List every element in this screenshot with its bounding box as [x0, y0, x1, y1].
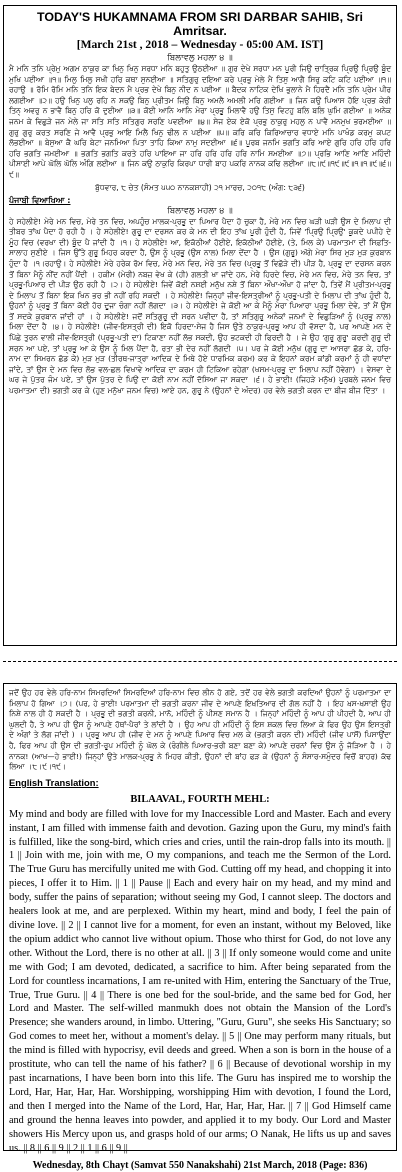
hukamnama-translation-panel — [3, 683, 397, 1172]
page-subtitle-date: [March 21st , 2018 – Wednesday - 05:00 AM. IST] — [76, 38, 324, 51]
punjabi-explanation-part2: ਜਦੋਂ ਉਹ ਹਰ ਵੇਲੇ ਹਰਿ-ਨਾਮ ਸਿਮਰਦਿਆਂ ਸਿਮਰਦਿਆਂ ਹਰਿ-ਨਾਮ ਵਿਚ ਲੀਨ ਹੋ ਗਏ, ਤਦੋਂ ਹਰ ਵੇਲੇ ਭਗਤੀ ਕਰਦਿਆਂ ਉਹਨਾਂ ਨੂੰ ਪਰਮਾਤਮਾ ਦਾ ਮਿਲਾਪ ਹੋ ਗਿਆ ।੭। (ਪਰ, ਹੇ ਭਾਈ! ਪਰਮਾਤਮਾ ਦੀ ਭਗਤੀ ਕਰਨਾ ਜੀਵ ਦੇ ਆਪਣੇ ਇਖ਼ਤਿਆਰ ਦੀ ਗੱਲ ਨਹੀਂ ਹੈ । ਇਹ ਖ਼ਸ-ਖ਼ਸਾਈ ਉਹ ਨਿਸ਼ੇ ਨਾਲ ਹੀ ਹੋ ਸਕਦੀ ਹੈ । ਪ੍ਰਭੂ ਦੀ ਭਗਤੀ ਕਰਨੀ, ਮਾਨੋ, ਮਹਿੰਦੀ ਨੂੰ ਪੀਸਣ ਸਮਾਨ ਹੈ । ਜਿਨ੍ਹਾਂ ਮਹਿੰਦੀ ਨੂੰ ਆਪ ਹੀ ਪੀਹਦੀ ਹੈ, ਆਪ ਹੀ ਘੁਲਦੀ ਹੈ, ਤੇ ਆਪ ਹੀ ਉਸ ਨੂੰ ਆਪਣੇ ਹੱਥਾਂ-ਪੈਰਾਂ ਤੇ ਲਾਂਦੀ ਹੈ । ਉਹ ਆਪ ਹੀ ਮਹਿੰਦੀ ਨੂੰ ਇਸ ਸ਼ਕਲ ਵਿਚ ਲਿਆ ਕੇ ਫਿਰ ਉਹ ਉਸ ਇਸਤ੍ਰੀ ਦੇ ਅੰਗਾਂ ਤੇ ਲੱਗ ਜਾਂਦੀ ) । ਪ੍ਰਭੂ ਆਪ ਹੀ (ਜੀਵ ਦੇ ਮਨ ਨੂੰ ਆਪਣੇ ਪਿਆਰ ਵਿਚ ਮਲ ਕੇ (ਭਗਤੀ ਕਰਨ ਦੀ) ਮਹਿੰਦੀ (ਜੀਵ ਪਾਸੋਂ) ਪਿਸਾਉਂਦਾ ਹੈ, ਫਿਰ ਆਪ ਹੀ ਉਸ ਦੀ ਭਗਤੀ-ਰੂਪ ਮਹਿੰਦੀ ਨੂੰ ਘੋਲ ਕੇ (ਰੰਗੀਲੇ ਪਿਆਰ-ਭਰੀ ਬਣਾ ਬਣਾ ਕੇ) ਆਪਣੇ ਚਰਨਾਂ ਵਿਚ ਉਸ ਨੂੰ ਜੋੜਿਆ ਹੈ । ਹੇ ਨਾਨਕ! (ਆਖ—ਹੇ ਭਾਈ!) ਜਿਨ੍ਹਾਂ ਉਤੇ ਮਾਲਕ-ਪ੍ਰਭੂ ਨੇ ਮਿਹਰ ਕੀਤੀ, ਉਹਨਾਂ ਦੀ ਬਾਂਹ ਫੜ ਕੇ (ਉਹਨਾਂ ਨੂੰ ਸੰਸਾਰ-ਸਮੁੰਦਰ ਵਿਚੋਂ ਬਾਹਰ) ਕੱਢ ਲਿਆ ।੮।੯।੧੯। — [9, 688, 391, 772]
punjabi-heading: ਬਿਲਾਵਲੁ ਮਹਲਾ ੪ ॥ — [167, 205, 233, 216]
gurbani-text: ਮੈ ਮਨਿ ਤਨਿ ਪ੍ਰੇਮੁ ਅਗਮ ਠਾਕੁਰ ਕਾ ਖਿਨੁ ਖਿਨੁ ਸਰਧਾ ਮਨਿ ਬਹੁਤੁ ਉਠਈਆ ॥ ਗੁਰ ਦੇਖੇ ਸਰਧਾ ਮਨ ਪੂਰੀ ਜਿਉ ਚਾਤ੍ਰਿਕ ਪ੍ਰਿਉ ਪ੍ਰਿਉ ਬੂੰਦ ਮੁਖਿ ਪਈਆ ॥੧॥ ਮਿਲੁ ਮਿਲੁ ਸਖੀ ਹਰਿ ਕਥਾ ਸੁਨਈਆ ॥ ਸਤਿਗੁਰੁ ਦਇਆ ਕਰੇ ਪ੍ਰਭੁ ਮੇਲੇ ਮੈ ਤਿਸੁ ਆਗੈ ਸਿਰੁ ਕਟਿ ਕਟਿ ਪਈਆ ॥੧॥ ਰਹਾਉ ॥ ਰੋਮਿ ਰੋਮਿ ਮਨਿ ਤਨਿ ਇਕ ਬੇਦਨ ਮੈ ਪ੍ਰਭ ਦੇਖੇ ਬਿਨੁ ਨੀਦ ਨ ਪਈਆ ॥ ਬੈਦਕ ਨਾਟਿਕ ਦੇਖਿ ਭੁਲਾਨੇ ਮੈ ਹਿਰਦੈ ਮਨਿ ਤਨਿ ਪ੍ਰੇਮ ਪੀਰ ਲਗਈਆ ॥੨॥ ਹਉ ਖਿਨੁ ਪਲੁ ਰਹਿ ਨ ਸਕਉ ਬਿਨੁ ਪ੍ਰੀਤਮ ਜਿਉ ਬਿਨੁ ਅਮਲੈ ਅਮਲੀ ਮਰਿ ਗਈਆ ॥ ਜਿਨ ਕਉ ਪਿਆਸ ਹੋਇ ਪ੍ਰਭ ਕੇਰੀ ਤਿਨ੍‍ ਅਵਰੁ ਨ ਭਾਵੈ ਬਿਨੁ ਹਰਿ ਕੋ ਦੁਈਆ ॥੩॥ ਕੋਈ ਆਨਿ ਆਨਿ ਮੇਰਾ ਪ੍ਰਭੂ ਮਿਲਾਵੈ ਹਉ ਤਿਸੁ ਵਿਟਹੁ ਬਲਿ ਬਲਿ ਘੁਮਿ ਗਈਆ ॥ ਅਨੇਕ ਜਨਮ ਕੇ ਵਿਛੁੜੇ ਜਨ ਮੇਲੇ ਜਾ ਸਤਿ ਸਤਿ ਸਤਿਗੁਰ ਸਰਣਿ ਪਵਈਆ ॥੪॥ ਸੇਜ ਏਕ ਏਕੋ ਪ੍ਰਭੁ ਠਾਕੁਰੁ ਮਹਲੁ ਨ ਪਾਵੈ ਮਨਮੁਖ ਭਰਮਈਆ ॥ ਗੁਰੁ ਗੁਰੁ ਕਰਤ ਸਰਣਿ ਜੇ ਆਵੈ ਪ੍ਰਭੁ ਆਇ ਮਿਲੈ ਖਿਨੁ ਢੀਲ ਨ ਪਈਆ ॥੫॥ ਕਰਿ ਕਰਿ ਕਿਰਿਆਚਾਰ ਵਧਾਏ ਮਨਿ ਪਾਖੰਡ ਕਰਮੁ ਕਪਟ ਲੋਭਈਆ ॥ ਬੇਸੁਆ ਕੈ ਘਰਿ ਬੇਟਾ ਜਨਮਿਆ ਪਿਤਾ ਤਾਹਿ ਕਿਆ ਨਾਮੁ ਸਦਈਆ ॥੬॥ ਪੂਰਬ ਜਨਮਿ ਭਗਤਿ ਕਰਿ ਆਏ ਗੁਰਿ ਹਰਿ ਹਰਿ ਹਰਿ ਹਰਿ ਭਗਤਿ ਜਮਈਆ ॥ ਭਗਤਿ ਭਗਤਿ ਕਰਤੇ ਹਰਿ ਪਾਇਆ ਜਾ ਹਰਿ ਹਰਿ ਹਰਿ ਹਰਿ ਨਾਮਿ ਸਮਈਆ ॥੭॥ ਪ੍ਰਭਿ ਆਣਿ ਆਣਿ ਮਹਿੰਦੀ ਪੀਸਾਈ ਆਪੇ ਘੋਲਿ ਘੋਲਿ ਅੰਗਿ ਲਈਆ ॥ ਜਿਨ ਕਉ ਠਾਕੁਰਿ ਕਿਰਪਾ ਧਾਰੀ ਬਾਹ ਪਕਰਿ ਨਾਨਕ ਕਢਿ ਲਈਆ ॥੮॥੯॥੧੯॥੯॥੧॥੧॥੯॥੬॥੯॥ — [9, 64, 391, 179]
punjabi-explanation-part1: ਹੇ ਸਹੇਲੀਏ! ਮੇਰੇ ਮਨ ਵਿਚ, ਮੇਰੇ ਤਨ ਵਿਚ, ਅਪਹੁੰਚ ਮਾਲਕ-ਪ੍ਰਭੂ ਦਾ ਪਿਆਰ ਪੈਦਾ ਹੋ ਚੁਕਾ ਹੈ, ਮੇਰੇ ਮਨ ਵਿਚ ਘੜੀ ਘੜੀ ਉਸ ਦੇ ਮਿਲਾਪ ਦੀ ਤੀਬਰ ਤਾਂਘ ਪੈਦਾ ਹੋ ਰਹੀ ਹੈ । ਹੇ ਸਹੇਲੀਏ! ਗੁਰੂ ਦਾ ਦਰਸਨ ਕਰ ਕੇ ਮਨ ਦੀ ਇਹ ਤਾਂਘ ਪੂਰੀ ਹੁੰਦੀ ਹੈ, ਜਿਵੇਂ 'ਪ੍ਰਿਉ ਪ੍ਰਿਉ' ਕੂਕਦੇ ਪਪੀਹੇ ਦੇ ਮੂੰਹ ਵਿਚ (ਵਰਖਾ ਦੀ) ਬੂੰਦ ਪੈ ਜਾਂਦੀ ਹੈ ।੧। ਹੇ ਸਹੇਲੀਏ! ਆ, ਇਕੱਠੀਆਂ ਹੋਈਏ, ਇਕੱਠੀਆਂ ਹੋਈਏ, (ਤੇ, ਮਿਲ ਕੇ) ਪਰਮਾਤਮਾ ਦੀ ਸਿਫ਼ਤਿ-ਸਾਲਾਹ ਸੁਣੀਏ । ਜਿਸ ਉੱਤੇ ਗੁਰੂ ਮਿਹਰ ਕਰਦਾ ਹੈ, ਉਸ ਨੂੰ ਪ੍ਰਭੂ (ਉਸ ਨਾਲ) ਮਿਲਾ ਦੇਂਦਾ ਹੈ । ਉਸ (ਗੁਰੂ) ਅੱਗੇ ਮੇਰਾ ਸਿਰ ਮੁੜ ਮੁੜ ਕੁਰਬਾਨ ਹੁੰਦਾ ਹੈ ।੧।ਰਹਾਉ। ਹੇ ਸਹੇਲੀਏ! ਮੇਰੇ ਹਰੇਕ ਰੋਮ ਵਿਚ, ਮੇਰੇ ਮਨ ਵਿਚ, ਮੇਰੇ ਤਨ ਵਿਚ (ਪ੍ਰਭੂ ਤੋਂ ਵਿਛੋੜੇ ਦੀ) ਪੀੜ ਹੈ, ਪ੍ਰਭੂ ਦਾ ਦਰਸਨ ਕਰਨ ਤੋਂ ਬਿਨਾ ਮੈਨੂੰ ਨੀਂਦ ਨਹੀਂ ਪੈਂਦੀ । ਹਕੀਮ (ਮੇਰੀ) ਨਬਜ਼ ਵੇਖ ਕੇ (ਹੀ) ਗਲਤੀ ਖਾ ਜਾਂਦੇ ਹਨ, ਮੇਰੇ ਹਿਰਦੇ ਵਿਚ, ਮੇਰੇ ਮਨ ਵਿਚ, ਮੇਰੇ ਤਨ ਵਿਚ, ਤਾਂ ਪ੍ਰਭੂ-ਪਿਆਰ ਦੀ ਪੀੜ ਉਠ ਰਹੀ ਹੈ ।੨। ਹੇ ਸਹੇਲੀਏ! ਜਿਵੇਂ ਕੋਈ ਨਸ਼ਈ ਮਨੁੱਖ ਨਸ਼ੇ ਤੋਂ ਬਿਨਾ ਔਖਾ-ਔਖਾ ਹੋ ਜਾਂਦਾ ਹੈ, ਤਿਵੇਂ ਮੈਂ ਪ੍ਰੀਤਮ-ਪ੍ਰਭੂ ਦੇ ਮਿਲਾਪ ਤੋਂ ਬਿਨਾ ਇਕ ਖਿਨ ਭਰ ਭੀ ਨਹੀਂ ਰਹਿ ਸਕਦੀ । ਹੇ ਸਹੇਲੀਏ! ਜਿਨ੍ਹਾਂ ਜੀਵ-ਇਸਤ੍ਰੀਆਂ ਨੂੰ ਪ੍ਰਭੂ-ਪਤੀ ਦੇ ਮਿਲਾਪ ਦੀ ਤਾਂਘ ਹੁੰਦੀ ਹੈ, ਉਹਨਾਂ ਨੂੰ ਪ੍ਰਭੂ ਤੋਂ ਬਿਨਾ ਕੋਈ ਹੋਰ ਦੂਜਾ ਚੰਗਾ ਨਹੀਂ ਲੱਗਦਾ ।੩। ਹੇ ਸਹੇਲੀਏ! ਜੇ ਕੋਈ ਆ ਕੇ ਮੈਨੂੰ ਮੇਰਾ ਪਿਆਰਾ ਪ੍ਰਭੂ ਮਿਲਾ ਦੇਵੇ, ਤਾਂ ਮੈਂ ਉਸ ਤੋਂ ਸਦਕੇ ਕੁਰਬਾਨ ਜਾਂਦੀ ਹਾਂ । ਹੇ ਸਹੇਲੀਏ! ਜਦੋਂ ਸਤਿਗੁਰੂ ਦੀ ਸਰਨ ਪਵੀਦਾ ਹੈ, ਤਾਂ ਸਤਿਗੁਰੂ ਅਨੇਕਾਂ ਜਨਮਾਂ ਦੇ ਵਿਛੁੜਿਆਂ ਨੂੰ (ਪ੍ਰਭੂ ਨਾਲ) ਮਿਲਾ ਦੇਂਦਾ ਹੈ ।੪। ਹੇ ਸਹੇਲੀਏ! (ਜੀਵ-ਇਸਤ੍ਰੀ ਦੀ) ਇਕੋ ਹਿਰਦਾ-ਸੇਜ ਹੈ ਜਿਸ ਉਤੇ ਠਾਕੁਰ-ਪ੍ਰਭੂ ਆਪ ਹੀ ਵੱਸਦਾ ਹੈ, ਪਰ ਆਪਣੇ ਮਨ ਦੇ ਪਿੱਛੇ ਤੁਰਨ ਵਾਲੀ ਜੀਵ-ਇਸਤ੍ਰੀ (ਪ੍ਰਭੂ-ਪਤੀ ਦਾ) ਟਿਕਾਣਾ ਨਹੀਂ ਲੱਭ ਸਕਦੀ, ਉਹ ਭਟਕਦੀ ਹੀ ਫਿਰਦੀ ਹੈ । ਜੇ ਉਹ 'ਗੁਰੂ ਗੁਰੂ' ਕਰਦੀ ਗੁਰੂ ਦੀ ਸਰਨ ਆ ਪਏ, ਤਾਂ ਪ੍ਰਭੂ ਆ ਕੇ ਉਸ ਨੂੰ ਮਿਲ ਪੈਂਦਾ ਹੈ, ਰਤਾ ਭੀ ਦੇਰ ਨਹੀਂ ਲੱਗਦੀ ।੫। ਪਰ ਜੇ ਕੋਈ ਮਨੁੱਖ (ਗੁਰੂ ਦਾ ਆਸਰਾ ਛੱਡ ਕੇ, ਹਰਿ-ਨਾਮ ਦਾ ਸਿਮਰਨ ਛੱਡ ਕੇ) ਮੁੜ ਮੁੜ (ਤੀਰਥ-ਜਾਤ੍ਰਾ ਆਦਿਕ ਦੇ ਮਿਥੇ ਹੋਏ ਧਾਰਮਿਕ ਕਰਮ) ਕਰ ਕੇ ਇਹਨਾਂ ਕਰਮ ਕਾਂਡੀ ਕਰਮਾਂ ਨੂੰ ਹੀ ਵਧਾਂਦਾ ਜਾਂਦੇ, ਤਾਂ ਉਸ ਦੇ ਮਨ ਵਿਚ ਲੋਭ ਵਲ-ਛਲ ਵਿਖਾਵੇ ਆਦਿਕ ਦਾ ਕਰਮ ਹੀ ਟਿਕਿਆ ਰਹੇਗਾ (ਖਸਮ-ਪ੍ਰਭੂ ਦਾ ਮਿਲਾਪ ਨਹੀਂ ਹੋਵੇਗਾ) । ਵੇਸਵਾ ਦੇ ਘਰ ਜੇ ਪੁੱਤਰ ਜੰਮ ਪਏ, ਤਾਂ ਉਸ ਪੁੱਤਰ ਦੇ ਪਿਉ ਦਾ ਕੋਈ ਨਾਮ ਨਹੀਂ ਦੱਸਿਆ ਜਾ ਸਕਦਾ ।੬। ਹੇ ਭਾਈ! (ਜਿਹੜੇ ਮਨੁੱਖ) ਪੂਰਬਲੇ ਜਨਮ ਵਿਚ ਪਰਮਾਤਮਾ ਦੀ) ਭਗਤੀ ਕਰ ਕੇ (ਹੁਣ ਮਨੁੱਖਾ ਜਨਮ ਵਿਚ) ਆਏ ਹਨ, ਗੁਰੂ ਨੇ (ਉਹਨਾਂ ਦੇ ਅੰਦਰ) ਹਰ ਵੇਲੇ ਭਗਤੀ ਕਰਨ ਦਾ ਬੀਜ ਬੀਜ ਦਿੱਤਾ । — [9, 216, 391, 396]
english-heading: BILAAVAL, FOURTH MEHL: — [130, 793, 270, 805]
english-translation-text: My mind and body are filled with love for my Inaccessible Lord and Master. Each and every instant, I am filled with immense faith and devotion. Gazing upon the Guru, my mind's faith is fulfilled, like the song-bird, which cries and cries, until the rain-drop falls into its mouth. || 1 || Join with me, join with me, O my companions, and teach me the Sermon of the Lord. The True Guru has mercifully united me with God. Cutting off my head, and chopping it into pieces, I offer it to Him. || 1 || Pause || Each and every hair on my head, and my mind and body, suffer the pains of separation; without seeing my God, I cannot sleep. The doctors and healers look at me, and are perplexed. Within my heart, mind and body, I feel the pain of divine love. || 2 || I cannot live for a moment, for even an instant, without my Beloved, like the opium addict who cannot live without opium. Those who thirst for God, do not love any other. Without the Lord, there is no other at all. || 3 || If only someone would come and unite me with God; I am devoted, dedicated, a sacrifice to him. After being separated from the Lord for countless incarnations, I am re-united with Him, entering the Sanctuary of the True, True, True Guru. || 4 || There is one bed for the soul-bride, and the same bed for God, her Lord and Master. The self-willed manmukh does not obtain the Mansion of the Lord's Presence; she wanders around, in limbo. Uttering, "Guru, Guru", she seeks His Sanctuary; so God comes to meet her, without a moment's delay. || 5 || One may perform many rituals, but the mind is filled with hypocrisy, evil deeds and greed. When a son is born in the house of a prostitute, who can tell the name of his father? || 6 || Because of devotional worship in my past incarnations, I have been born into this life. The Guru has inspired me to worship the Lord, Har, Har, Har, Har. Worshipping, worshipping Him with devotion, I found the Lord, and then I merged into the Name of the Lord, Har, Har, Har, Har. || 7 || God Himself came and ground the henna leaves into powder, and applied it to my body. Our Lord and Master showers His Mercy upon us, and grasps hold of our arms; O Nanak, He lifts us up and saves us. || 8 || 6 || 9 || 2 || 1 || 6 || 9 || — [9, 808, 391, 1154]
page-title: TODAY'S HUKAMNAMA FROM SRI DARBAR SAHIB, Sri Amritsar. — [36, 10, 364, 38]
english-label: English Translation: — [9, 776, 99, 788]
gurmukhi-date-line: ਬੁੱਧਵਾਰ, ੮ ਚੇਤ (ਸੰਮਤ ੫੫੦ ਨਾਨਕਸ਼ਾਹੀ) ੨੧ ਮਾਰਚ, ੨੦੧੮ (ਅੰਗ: ੮੩੬) — [95, 182, 305, 192]
shabad-heading: ਬਿਲਾਵਲੁ ਮਹਲਾ ੪ ॥ — [167, 53, 233, 63]
punjabi-label: ਪੰਜਾਬੀ ਵਿਆਖਿਆ : — [9, 195, 71, 205]
english-date-footer: Wednesday, 8th Chayt (Samvat 550 Nanakshahi) 21st March, 2018 (Page: 836) — [32, 1160, 368, 1172]
dashed-divider — [3, 661, 397, 662]
hukamnama-gurmukhi-panel — [3, 5, 397, 646]
